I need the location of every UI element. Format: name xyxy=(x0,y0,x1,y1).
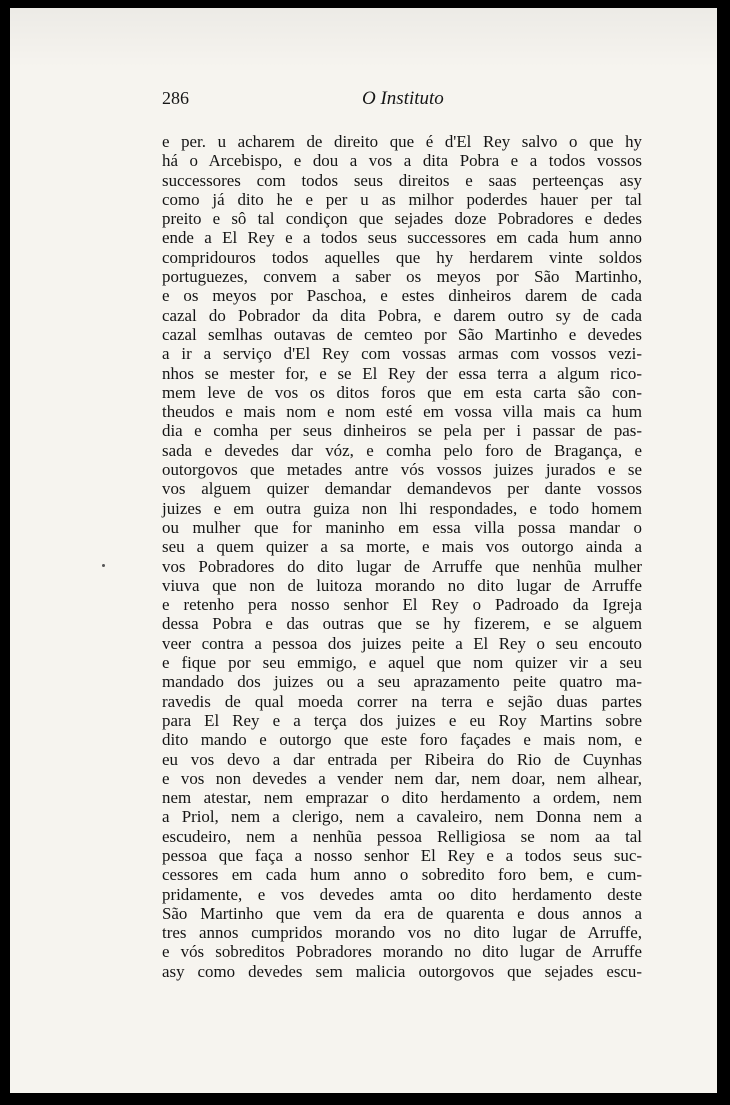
text-line: seu a quem quizer a sa morte, e mais vos outorgo ainda a xyxy=(162,537,642,557)
margin-speck xyxy=(102,564,105,567)
text-line: escudeiro, nem a nenhũa pessoa Relligiosa se nom aa tal xyxy=(162,826,642,846)
text-line: há o Arcebispo, e dou a vos a dita Pobra e a todos vossos xyxy=(162,151,642,171)
text-line: cessores em cada hum anno o sobredito foro bem, e cum- xyxy=(162,865,642,885)
text-line: e os meyos por Paschoa, e estes dinheiros darem de cada xyxy=(162,286,642,306)
text-line: compridouros todos aquelles que hy herdarem vinte soldos xyxy=(162,247,642,267)
text-line: dessa Pobra e das outras que se hy fizerem, e se alguem xyxy=(162,614,642,634)
page-header xyxy=(162,88,640,118)
text-line: pridamente, e vos devedes amta oo dito herdamento deste xyxy=(162,884,642,904)
book-page xyxy=(10,8,717,1093)
text-line: para El Rey e a terça dos juizes e eu Roy Martins sobre xyxy=(162,710,642,730)
text-line: sada e devedes dar vóz, e comha pelo foro de Bragança, e xyxy=(162,440,642,460)
text-line: veer contra a pessoa dos juizes peite a El Rey o seu encouto xyxy=(162,633,642,653)
text-line: asy como devedes sem malicia outorgovos que sejades escu- xyxy=(162,961,642,981)
text-line: nem atestar, nem emprazar o dito herdamento a ordem, nem xyxy=(162,788,642,808)
text-line: como já dito he e per u as milhor poderdes hauer per tal xyxy=(162,189,642,209)
text-line: mem leve de vos os ditos foros que em esta carta são con- xyxy=(162,382,642,402)
text-line: e fique por seu emmigo, e aquel que nom quizer vir a seu xyxy=(162,653,642,673)
text-line: preito e sô tal condiçon que sejades doze Pobradores e dedes xyxy=(162,209,642,229)
text-line: tres annos cumpridos morando vos no dito lugar de Arruffe, xyxy=(162,923,642,943)
text-line: vos alguem quizer demandar demandevos per dante vossos xyxy=(162,479,642,499)
text-line: portuguezes, convem a saber os meyos por São Martinho, xyxy=(162,267,642,287)
text-line: successores com todos seus direitos e saas perteenças asy xyxy=(162,170,642,190)
text-line: e vós sobreditos Pobradores morando no dito lugar de Arruffe xyxy=(162,942,642,962)
text-line: dito mando e outorgo que este foro façades e mais nom, e xyxy=(162,730,642,750)
text-line: vos Pobradores do dito lugar de Arruffe que nenhũa mulher xyxy=(162,556,642,576)
text-line: São Martinho que vem da era de quarenta e dous annos a xyxy=(162,903,642,923)
text-line: dia e comha per seus dinheiros se pela per i passar de pas- xyxy=(162,421,642,441)
text-line: ravedis de qual moeda correr na terra e sejão duas partes xyxy=(162,691,642,711)
text-line: outorgovos que metades antre vós vossos juizes jurados e se xyxy=(162,460,642,480)
text-line: pessoa que faça a nosso senhor El Rey e a todos seus suc- xyxy=(162,845,642,865)
page-number: 286 xyxy=(162,88,189,108)
page-stain xyxy=(10,8,717,68)
body-text xyxy=(162,132,642,981)
text-line: e per. u acharem de direito que é d'El Rey salvo o que hy xyxy=(162,132,642,151)
text-line: a Priol, nem a clerigo, nem a cavaleiro, nem Donna nem a xyxy=(162,807,642,827)
text-line: ende a El Rey e a todos seus successores em cada hum anno xyxy=(162,228,642,248)
text-line: viuva que non de luitoza morando no dito lugar de Arruffe xyxy=(162,575,642,595)
text-line: mandado dos juizes ou a seu aprazamento peite quatro ma- xyxy=(162,672,642,692)
text-line: cazal do Pobrador da dita Pobra, e darem outro sy de cada xyxy=(162,305,642,325)
text-line: cazal semlhas outavas de cemteo por São Martinho e devedes xyxy=(162,324,642,344)
text-line: nhos se mester for, e se El Rey der essa terra a algum rico- xyxy=(162,363,642,383)
text-line: eu vos devo a dar entrada per Ribeira do Rio de Cuynhas xyxy=(162,749,642,769)
text-line: e retenho pera nosso senhor El Rey o Padroado da Igreja xyxy=(162,595,642,615)
text-line: e vos non devedes a vender nem dar, nem doar, nem alhear, xyxy=(162,768,642,788)
text-line: a ir a serviço d'El Rey com vossas armas com vossos vezi- xyxy=(162,344,642,364)
text-line: ou mulher que for maninho em essa villa possa mandar o xyxy=(162,517,642,537)
text-line: theudos e mais nom e nom esté em vossa villa mais ca hum xyxy=(162,402,642,422)
running-title: O Instituto xyxy=(362,88,444,109)
text-line: juizes e em outra guiza non lhi respondades, e todo homem xyxy=(162,498,642,518)
